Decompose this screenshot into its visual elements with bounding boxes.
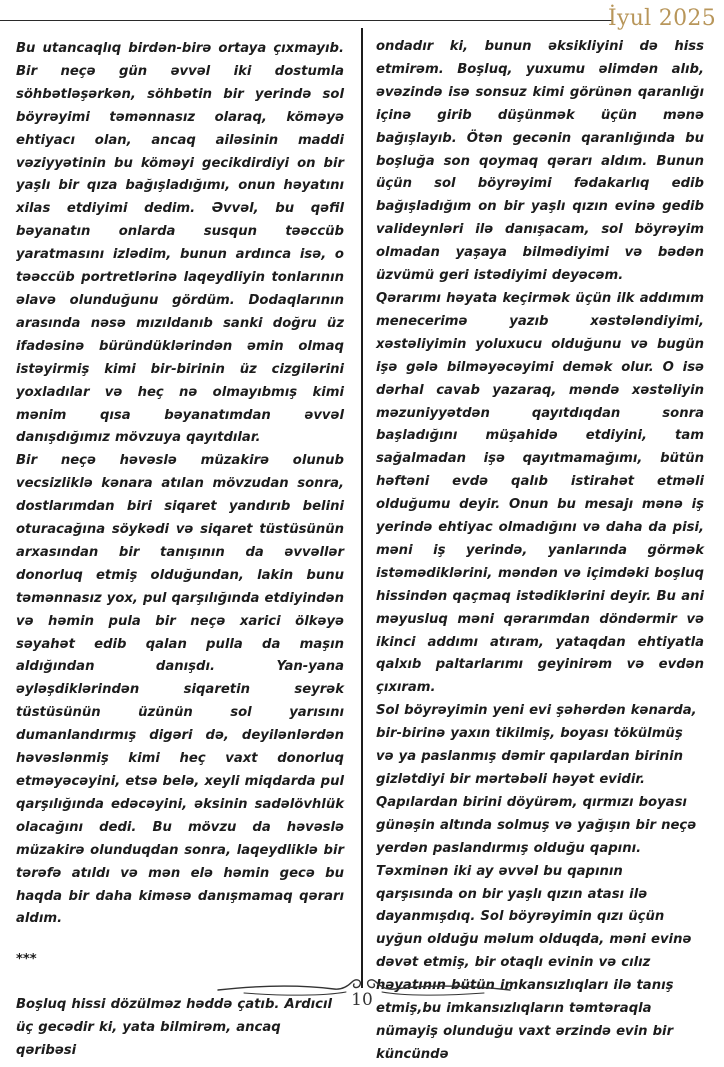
paragraph: Bir neçə həvəslə müzakirə olunub vecsizliklə kənara atılan mövzudan sonra, dostlarımdan biri siqaret yandırıb belini oturacağına söykədi və siqaret tüstüsünün arxasından bir tanışının da əvvəllər donorluq etmiş olduğundan, lakin bunu təmənnasız yox, pul qarşılığında etdiyindən və həmin pula bir neçə xarici ölkəyə səyahət edib qalan pulla da maşın aldığından danışdı. Yan-yana əyləşdiklərindən siqaretin seyrək tüstüsünün üzünün sol yarısını dumanlandırmış digəri də, deyilənlərdən həvəslənmiş kimi heç vaxt donorluq etməyəcəyini, etsə belə, xeyli miqdarda pul qarşılığında edəcəyini, əksinin sadəlövhlük olacağını dedi. Bu mövzu da həvəslə müzakirə olunduqdan sonra, laqeydliklə bir tərəfə atıldı və mən elə həmin gecə bu haqda bir daha kiməsə danışmamaq qərarı aldım. bbox=[16, 453, 344, 927]
paragraph: Qərarımı həyata keçirmək üçün ilk addımım menecerimə yazıb xəstələndiyimi, xəstəliyimin yoluxucu olduğunu və bugün işə gələ bilməyəcəyimi demək olur. O isə dərhal cavab yazaraq, məndə xəstəliyin məzuniyyətdən qayıtdıqdan sonra başladığını müşahidə etdiyini, tam sağalmadan işə qayıtmamağımı, bütün həftəni evdə qalıb istirahət etməli olduğumu deyir. Onun bu mesajı mənə iş yerində ehtiyac olmadığını və daha da pisi, məni iş yerində, yanlarında görmək istəmədiklərini, məndən və içimdəki boşluq hissindən qaçmaq istədiklərini deyir. Bu ani məyusluq məni qərarımdan döndərmir və ikinci addımı atıram, yataqdan ehtiyatla qalxıb paltarlarımı geyinirəm və evdən çıxıram. bbox=[376, 290, 704, 696]
paragraph: Bu utancaqlıq birdən-birə ortaya çıxmayıb. Bir neçə gün əvvəl iki dostumla söhbətləşərkən, söhbətin bir yerində sol böyrəyimi təmənnasız olaraq, köməyə ehtiyacı olan, ancaq ailəsinin maddi vəziyyətinin bu köməyi gecikdirdiyi on bir yaşlı bir qıza bağışladığımı, onun həyatını xilas etdiyimi dedim. Əvvəl, bu qəfil bəyanatın onlarda susqun təəccüb yaratmasını izlədim, bunun ardınca isə, o təəccüb portretlərinə laqeydliyin tonlarının əlavə olunduğunu gördüm. Dodaqlarının arasında nəsə mızıldanıb sanki doğru üz ifadəsinə büründüklərindən əmin olmaq istəyirmiş kimi bir-birinin üz cizgilərini yoxladılar və heç nə olmayıbmış kimi mənim qısa bəyanatımdan əvvəl danışdığımız mövzuya qayıtdılar. bbox=[16, 41, 344, 446]
paragraph: Boşluq hissi dözülməz həddə çatıb. Ardıcıl üç gecədir ki, yata bilmirəm, ancaq qəribəsi bbox=[16, 997, 333, 1059]
column-divider bbox=[361, 28, 363, 988]
page-number: 10 bbox=[351, 990, 373, 1010]
left-column bbox=[16, 38, 344, 1063]
right-column bbox=[376, 36, 704, 1067]
paragraph: ondadır ki, bunun əksikliyini də hiss etmirəm. Boşluq, yuxumu əlimdən alıb, əvəzində isə sonsuz kimi görünən qaranlığı içinə girib düşünmək üçün mənə bağışlayıb. Ötən gecənin qaranlığında bu boşluğa son qoymaq qərarı aldım. Bunun üçün sol böyrəyimi fədakarlıq edib bağışladığım on bir yaşlı qızın evinə gedib valideynləri ilə danışacam, sol böyrəyim olmadan yaşaya bilmədiyimi və bədən üzvümü geri istədiyimi deyəcəm. bbox=[376, 39, 704, 284]
issue-date: İyul 2025 bbox=[607, 6, 716, 31]
header-rule bbox=[0, 20, 612, 21]
section-break: *** bbox=[16, 952, 37, 968]
paragraph: Sol böyrəyimin yeni evi şəhərdən kənarda, bir-birinə yaxın tikilmiş, boyası tökülmüş və ya paslanmış dəmir qapılardan birinin gizlətdiyi bir mərtəbəli həyət evidir. Qapılardan birini döyürəm, qırmızı boyası günəşin altında solmuş və yağışın bir neçə yerdən paslandırmış olduğu qapını. Təxminən iki ay əvvəl bu qapının qarşısında on bir yaşlı qızın atası ilə dayanmışdıq. Sol böyrəyimin qızı üçün uyğun olduğu məlum olduqda, məni evinə dəvət etmiş, bir otaqlı evinin və cılız həyatının bütün imkansızlıqları ilə tanış etmiş,bu imkansızlıqların təmtəraqla nümayiş olunduğu vaxt ərzində evin bir küncündə bbox=[376, 703, 697, 1062]
